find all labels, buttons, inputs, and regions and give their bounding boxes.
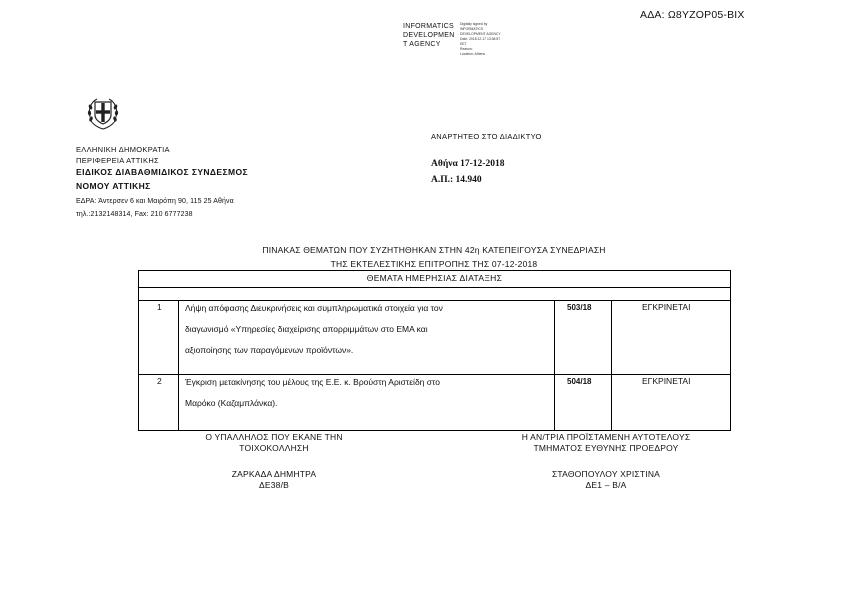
description-line: διαγωνισμό «Υπηρεσίες διαχείρισης απορριμμάτων στο ΕΜΑ και	[185, 324, 428, 334]
stamp-detail-line: INFORMATICS	[460, 27, 484, 31]
table-row-description	[185, 298, 443, 361]
description-line: Μαρόκο (Καζαμπλάνκα).	[185, 398, 278, 408]
authority-header	[76, 144, 248, 220]
signature-right	[491, 432, 721, 491]
table-row-description	[185, 372, 440, 414]
table-row-decision-number: 503/18	[567, 303, 592, 312]
stamp-line: DEVELOPMEN	[403, 32, 455, 39]
table-column-divider	[178, 300, 179, 431]
coat-of-arms-icon	[85, 95, 121, 131]
signature-role: Ο ΥΠΑΛΛΗΛΟΣ ΠΟΥ ΕΚΑΝΕ ΤΗΝ	[205, 432, 343, 442]
table-row-decision-number: 504/18	[567, 377, 592, 386]
stamp-detail-line: Reason:	[460, 47, 473, 51]
signature-name: ΣΤΑΘΟΠΟΥΛΟΥ ΧΡΙΣΤΙΝΑ	[551, 469, 661, 479]
table-row-number: 1	[157, 302, 162, 312]
protocol-number: Α.Π.: 14.940	[431, 175, 482, 185]
stamp-detail-line: Digitally signed by	[460, 22, 488, 26]
stamp-line: INFORMATICS	[403, 23, 455, 30]
signature-grade: ΔΕ38/Β	[258, 480, 290, 490]
table-row-status: ΕΓΚΡΙΝΕΤΑΙ	[642, 376, 691, 386]
table-column-divider	[554, 300, 555, 431]
signature-left	[174, 432, 374, 491]
description-line: αξιοποίησης των παραγόμενων προϊόντων».	[185, 345, 354, 355]
digital-signature-stamp	[403, 22, 455, 49]
header-line: ΠΕΡΙΦΕΡΕΙΑ ΑΤΤΙΚΗΣ	[76, 156, 159, 165]
document-date: Αθήνα 17-12-2018	[431, 159, 505, 169]
table-column-divider	[611, 300, 612, 431]
table-row-status: ΕΓΚΡΙΝΕΤΑΙ	[642, 302, 691, 312]
document-title: ΠΙΝΑΚΑΣ ΘΕΜΑΤΩΝ ΠΟΥ ΣΥΖΗΤΗΘΗΚΑΝ ΣΤΗΝ 42η ΚΑΤΕΠΕΙΓΟΥΣΑ ΣΥΝΕΔΡΙΑΣΗ	[262, 245, 606, 255]
header-address: ΕΔΡΑ: Άντερσεν 6 και Μαιρόπη 90, 115 25 Αθήνα	[76, 198, 234, 205]
header-org-name: ΕΙΔΙΚΟΣ ΔΙΑΒΑΘΜΙΔΙΚΟΣ ΣΥΝΔΕΣΜΟΣ	[76, 167, 248, 177]
stamp-detail-line: Location: Athens	[460, 52, 486, 56]
digital-signature-details	[460, 22, 501, 57]
agenda-table-heading: ΘΕΜΑΤΑ ΗΜΕΡΗΣΙΑΣ ΔΙΑΤΑΞΗΣ	[139, 271, 730, 288]
document-subtitle: ΤΗΣ ΕΚΤΕΛΕΣΤΙΚΗΣ ΕΠΙΤΡΟΠΗΣ ΤΗΣ 07-12-2018	[330, 259, 538, 269]
ada-code: ΑΔΑ: Ω8ΥΖΟΡ05-ΒΙΧ	[640, 9, 745, 21]
signature-role: Η ΑΝ/ΤΡΙΑ ΠΡΟΪΣΤΑΜΕΝΗ ΑΥΤΟΤΕΛΟΥΣ	[521, 432, 691, 442]
header-line: ΕΛΛΗΝΙΚΗ ΔΗΜΟΚΡΑΤΙΑ	[76, 145, 170, 154]
description-line: Λήψη απόφασης Διευκρινήσεις και συμπληρωματικά στοιχεία για τον	[185, 303, 443, 313]
signature-role: ΤΜΗΜΑΤΟΣ ΕΥΘΥΝΗΣ ΠΡΟΕΔΡΟΥ	[533, 443, 679, 453]
agenda-table	[138, 270, 731, 431]
header-contact: τηλ.:2132148314, Fax: 210 6777238	[76, 211, 193, 218]
signature-role: ΤΟΙΧΟΚΟΛΛΗΣΗ	[239, 443, 309, 453]
stamp-detail-line: EET	[460, 42, 467, 46]
signature-grade: ΔΕ1 – Β/Α	[585, 480, 627, 490]
stamp-detail-line: Date: 2018.12.17 13:38:57	[460, 37, 501, 41]
publish-note: ΑΝΑΡΤΗΤΕΟ ΣΤΟ ΔΙΑΔΙΚΤΥΟ	[431, 132, 542, 141]
signature-name: ΖΑΡΚΑΔΑ ΔΗΜΗΤΡΑ	[231, 469, 317, 479]
header-org-region: ΝΟΜΟΥ ΑΤΤΙΚΗΣ	[76, 181, 151, 191]
stamp-detail-line: DEVELOPMENT AGENCY	[460, 32, 501, 36]
description-line: Έγκριση μετακίνησης του μέλους της Ε.Ε. κ. Βρούστη Αριστείδη στο	[185, 377, 440, 387]
stamp-line: T AGENCY	[403, 41, 441, 48]
table-row-number: 2	[157, 376, 162, 386]
